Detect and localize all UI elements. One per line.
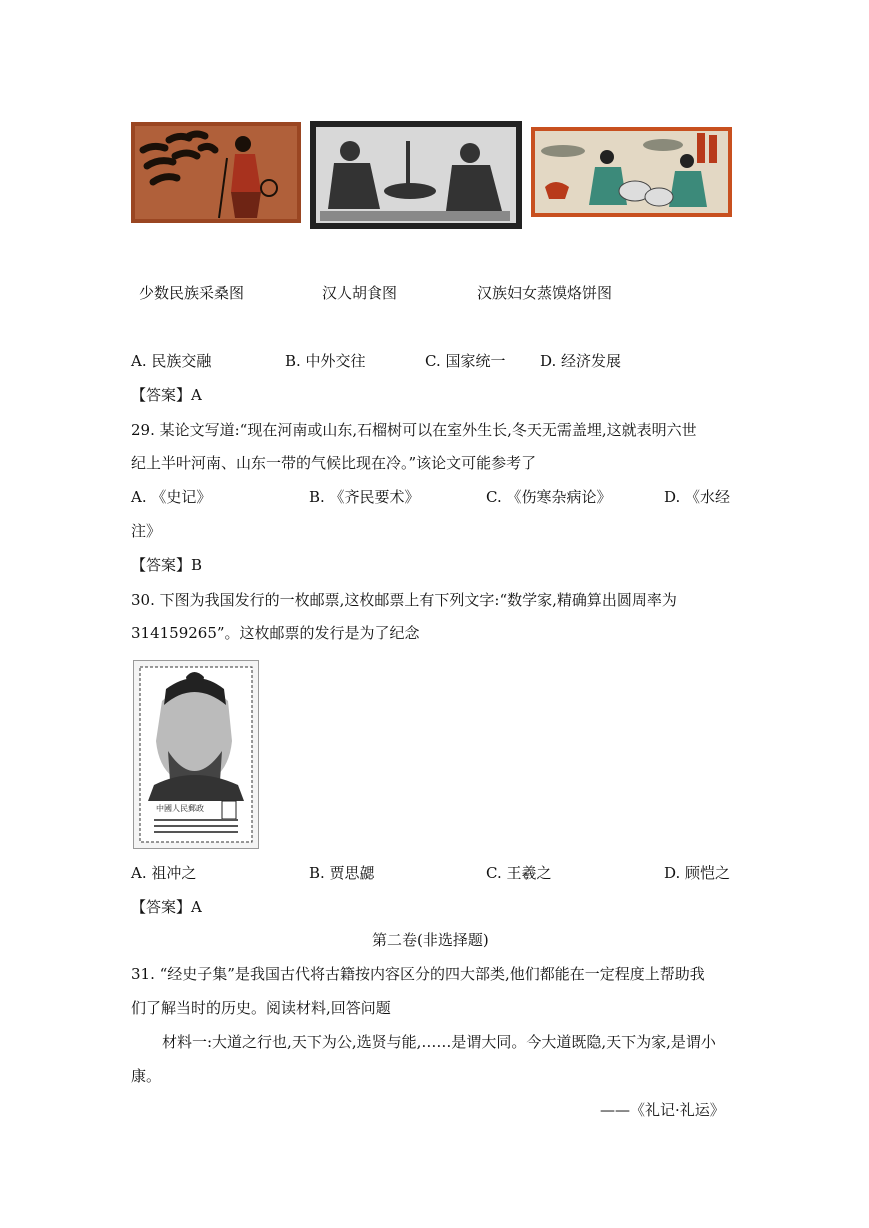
stamp-text: 中國人民郵政 [156,804,204,813]
q30-option-d: D. 顾恺之 [664,864,731,882]
q30-stem-line1: 30. 下图为我国发行的一枚邮票,这枚邮票上有下列文字:“数学家,精确算出圆周率为 [131,591,677,609]
section-title: 第二卷(非选择题) [372,931,489,949]
q30-option-b: B. 贾思勰 [309,864,375,882]
q31-stem-line1: 31. “经史子集”是我国古代将古籍按内容区分的四大部类,他们都能在一定程度上帮助我 [131,965,705,983]
q31-material1-line2: 康。 [131,1067,162,1085]
q28-option-a: A. 民族交融 [131,352,212,370]
q29-option-a: A. 《史记》 [131,488,212,506]
q30-option-c: C. 王羲之 [486,864,552,882]
q29-stem-line2: 纪上半叶河南、山东一带的气候比现在冷。”该论文可能参考了 [131,454,537,472]
zu-chongzhi-stamp [133,660,259,849]
q28-option-d: D. 经济发展 [540,352,622,370]
caption-hu-food: 汉人胡食图 [322,284,398,302]
q29-option-c: C. 《伤寒杂病论》 [486,488,612,506]
q29-option-b: B. 《齐民要术》 [309,488,420,506]
q29-option-d-cont: 注》 [131,522,162,540]
caption-steaming-buns: 汉族妇女蒸馍烙饼图 [477,284,613,302]
q31-stem-line2: 们了解当时的历史。阅读材料,回答问题 [131,999,391,1017]
q31-material1-line1: 材料一:大道之行也,天下为公,选贤与能,……是谓大同。今大道既隐,天下为家,是谓小 [162,1033,716,1051]
q28-answer: 【答案】A [131,386,202,404]
q28-option-c: C. 国家统一 [425,352,506,370]
q30-stem-line2: 314159265”。这枚邮票的发行是为了纪念 [131,624,420,642]
hu-food-rubbing [310,121,522,229]
q28-option-b: B. 中外交往 [285,352,366,370]
caption-mulberry: 少数民族采桑图 [139,284,245,302]
q31-source: ——《礼记·礼运》 [600,1101,725,1119]
q30-answer: 【答案】A [131,898,202,916]
q29-stem-line1: 29. 某论文写道:“现在河南或山东,石榴树可以在室外生长,冬天无需盖埋,这就表明六世 [131,421,697,439]
q29-option-d: D. 《水经 [664,488,731,506]
steaming-buns-painting [531,127,732,217]
q30-option-a: A. 祖冲之 [131,864,197,882]
mulberry-picking-painting [131,122,301,223]
q29-answer: 【答案】B [131,556,203,574]
